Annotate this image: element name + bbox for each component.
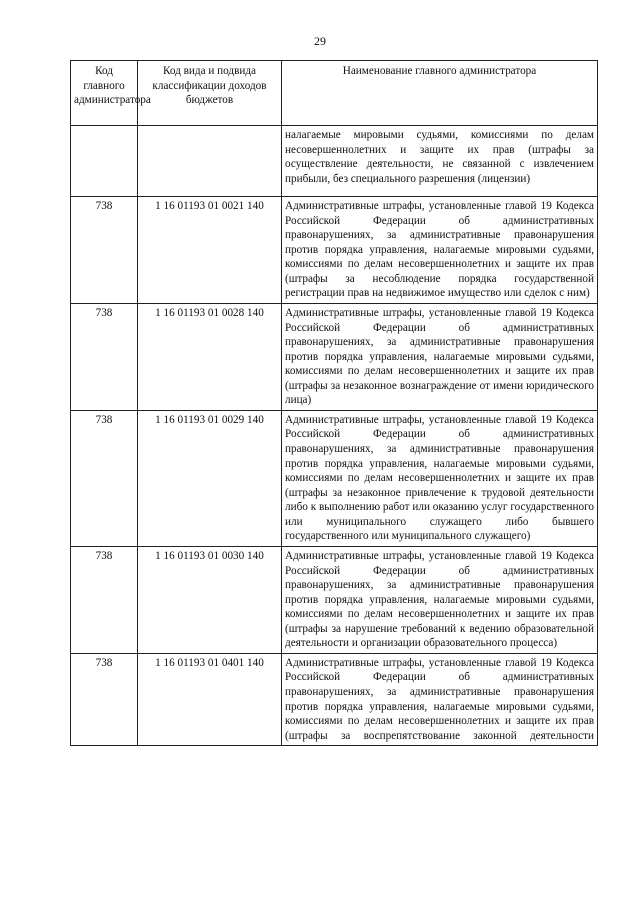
cell-admin-name: Административные штрафы, установленные главой 19 Кодекса Российской Федерации об административных правонарушениях, за административные правонарушения против порядка управления, налагаемые мировыми судьями, комиссиями по делам несовершеннолетних и защите их прав (штрафы за воспрепятствование законной деятельности: [282, 653, 598, 745]
cell-income-code: 1 16 01193 01 0021 140: [138, 197, 282, 304]
cell-admin-code: 738: [71, 303, 138, 410]
cell-income-code: 1 16 01193 01 0401 140: [138, 653, 282, 745]
table-row: [71, 410, 598, 546]
header-income-code: Код вида и подвида классификации доходов бюджетов: [138, 61, 282, 126]
cell-admin-name: Административные штрафы, установленные главой 19 Кодекса Российской Федерации об административных правонарушениях, за административные правонарушения против порядка управления, налагаемые мировыми судьями, комиссиями по делам несовершеннолетних и защите их прав (штрафы за нарушение требований к ведению образовательной деятельности и организации образовательного процесса): [282, 546, 598, 653]
table-row: [71, 303, 598, 410]
cell-income-code: 1 16 01193 01 0029 140: [138, 410, 282, 546]
table-row: [71, 546, 598, 653]
cell-admin-code: 738: [71, 197, 138, 304]
header-admin-name: Наименование главного администратора: [282, 61, 598, 126]
cell-admin-name: налагаемые мировыми судьями, комиссиями по делам несовершеннолетних и защите их прав (штрафы за осуществление деятельности, не связанной с извлечением прибыли, без специального разрешения (лицензии): [282, 126, 598, 197]
cell-admin-name: Административные штрафы, установленные главой 19 Кодекса Российской Федерации об административных правонарушениях, за административные правонарушения против порядка управления, налагаемые мировыми судьями, комиссиями по делам несовершеннолетних и защите их прав (штрафы за незаконное привлечение к трудовой деятельности либо к выполнению работ или оказанию услуг государственного или муниципального служащего либо бывшего государственного или муниципального служащего): [282, 410, 598, 546]
cell-admin-name: Административные штрафы, установленные главой 19 Кодекса Российской Федерации об административных правонарушениях, за административные правонарушения против порядка управления, налагаемые мировыми судьями, комиссиями по делам несовершеннолетних и защите их прав (штрафы за незаконное вознаграждение от имени юридического лица): [282, 303, 598, 410]
page-number: 29: [314, 34, 326, 48]
cell-admin-code: 738: [71, 410, 138, 546]
cell-income-code: 1 16 01193 01 0028 140: [138, 303, 282, 410]
cell-income-code: [138, 126, 282, 197]
cell-admin-code: [71, 126, 138, 197]
budget-revenue-table: [70, 60, 598, 746]
table-row: [71, 653, 598, 745]
cell-admin-name: Административные штрафы, установленные главой 19 Кодекса Российской Федерации об административных правонарушениях, за административные правонарушения против порядка управления, налагаемые мировыми судьями, комиссиями по делам несовершеннолетних и защите их прав (штрафы за несоблюдение порядка государственной регистрации прав на недвижимое имущество или сделок с ним): [282, 197, 598, 304]
cell-admin-code: 738: [71, 546, 138, 653]
table-header-row: [71, 61, 598, 126]
cell-income-code: 1 16 01193 01 0030 140: [138, 546, 282, 653]
cell-admin-code: 738: [71, 653, 138, 745]
table-row: [71, 197, 598, 304]
table-row-continuation: [71, 126, 598, 197]
header-admin-code: Код главного администратора: [71, 61, 138, 126]
